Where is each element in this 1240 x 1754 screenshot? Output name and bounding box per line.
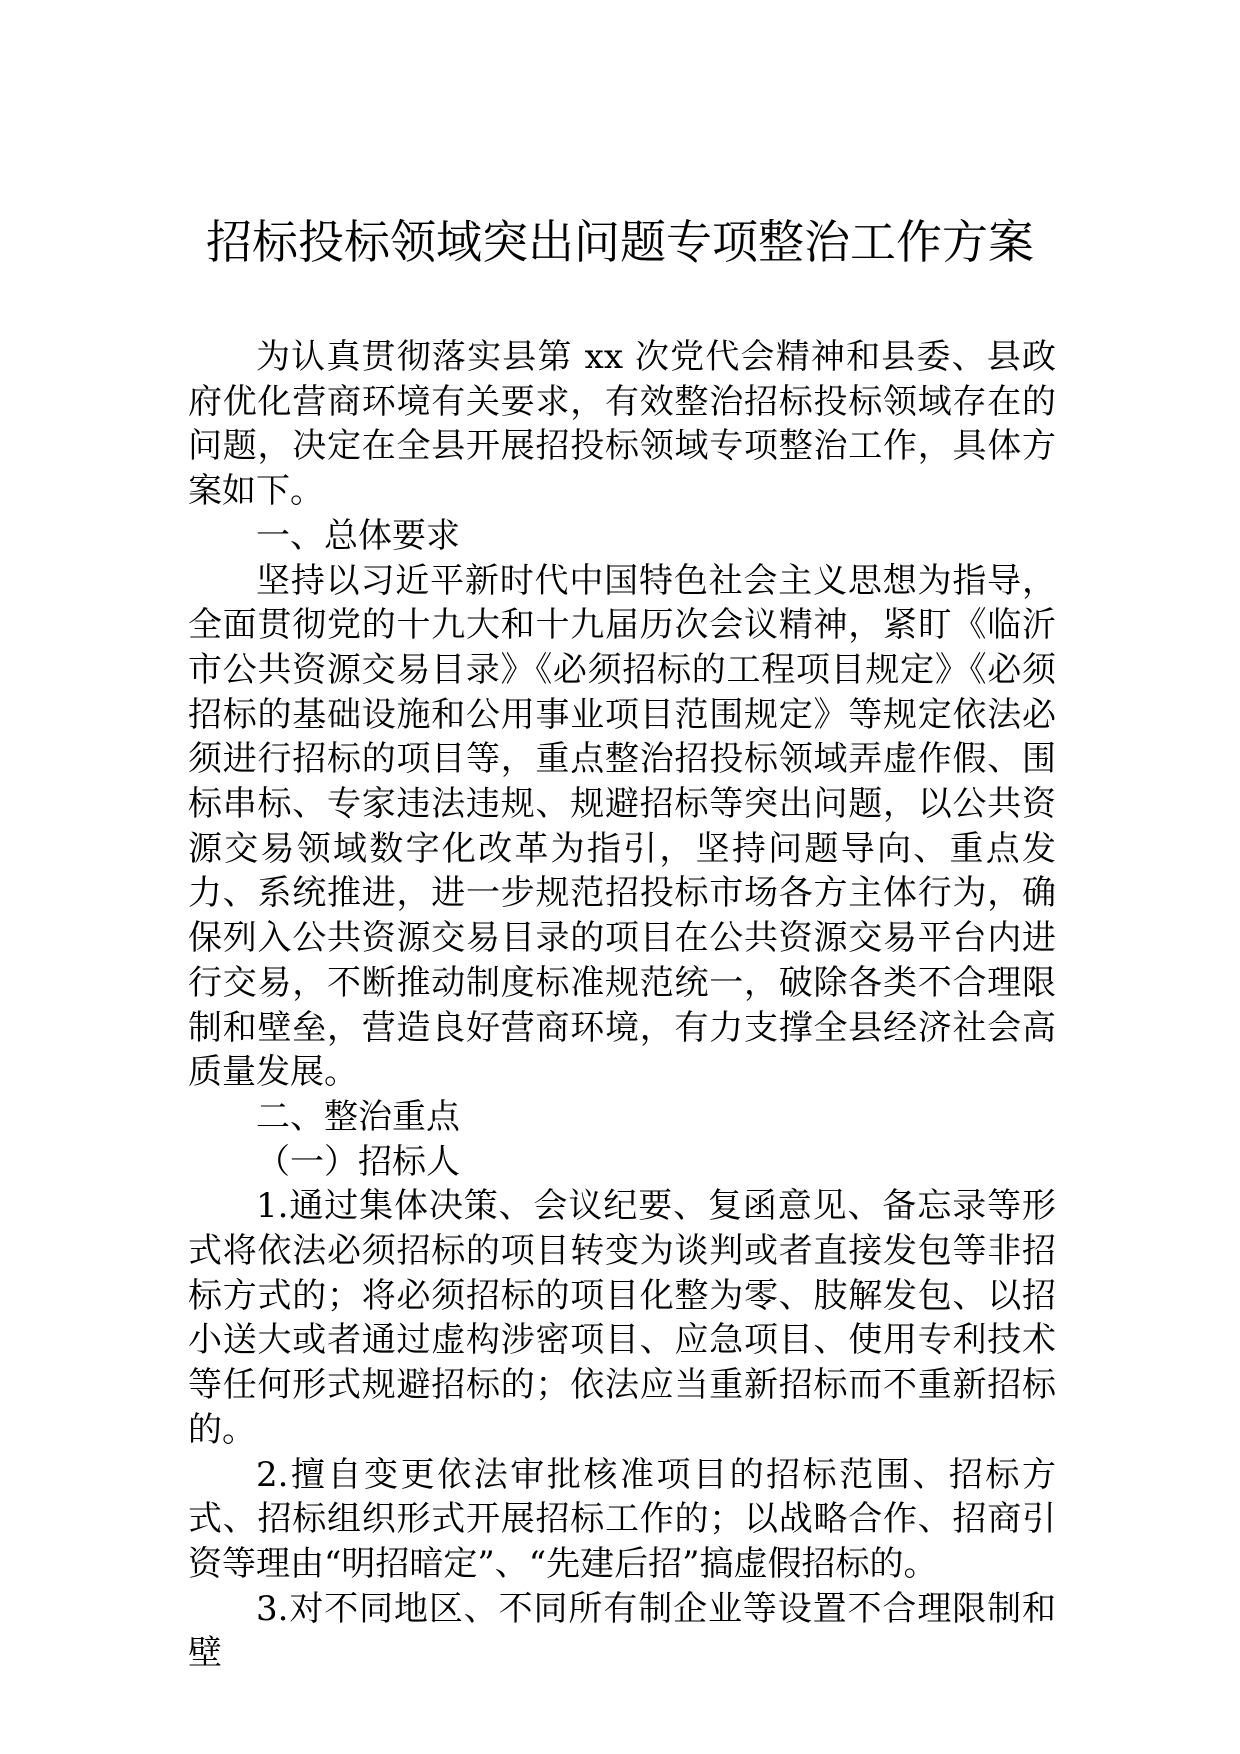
list-item: 2.擅自变更依法审批核准项目的招标范围、招标方式、招标组织形式开展招标工作的；以战略合作、招商引资等理由“明招暗定”、“先建后招”搞虚假招标的。 xyxy=(188,1454,1056,1584)
list-item: 1.通过集体决策、会议纪要、复函意见、备忘录等形式将依法必须招标的项目转变为谈判或者直接发包等非招标方式的；将必须招标的项目化整为零、肢解发包、以招小送大或者通过虚构涉密项目、应急项目、使用专利技术等任何形式规避招标的；依法应当重新招标而不重新招标的。 xyxy=(188,1186,1056,1450)
intro-paragraph: 为认真贯彻落实县第 xx 次党代会精神和县委、县政府优化营商环境有关要求，有效整治招标投标领域存在的问题，决定在全县开展招投标领域专项整治工作，具体方案如下。 xyxy=(188,337,1056,512)
document-body xyxy=(188,335,1056,1676)
document-title: 招标投标领域突出问题专项整治工作方案 xyxy=(206,215,1034,269)
section-heading-key-points: 二、整治重点 xyxy=(256,1096,460,1137)
general-requirements-paragraph: 坚持以习近平新时代中国特色社会主义思想为指导，全面贯彻党的十九大和十九届历次会议精神，紧盯《临沂市公共资源交易目录》《必须招标的工程项目规定》《必须招标的基础设施和公用事业项目范围规定》等规定依法必须进行招标的项目等，重点整治招投标领域弄虚作假、围标串标、专家违法违规、规避招标等突出问题，以公共资源交易领域数字化改革为指引，坚持问题导向、重点发力、系统推进，进一步规范招投标市场各方主体行为，确保列入公共资源交易目录的项目在公共资源交易平台内进行交易，不断推动制度标准规范统一，破除各类不合理限制和壁垒，营造良好营商环境，有力支撑全县经济社会高质量发展。 xyxy=(188,560,1056,1093)
subsection-heading-tenderer: （一）招标人 xyxy=(256,1141,460,1182)
list-item: 3.对不同地区、不同所有制企业等设置不合理限制和壁 xyxy=(188,1588,1056,1674)
section-heading-general-requirements: 一、总体要求 xyxy=(256,515,460,556)
